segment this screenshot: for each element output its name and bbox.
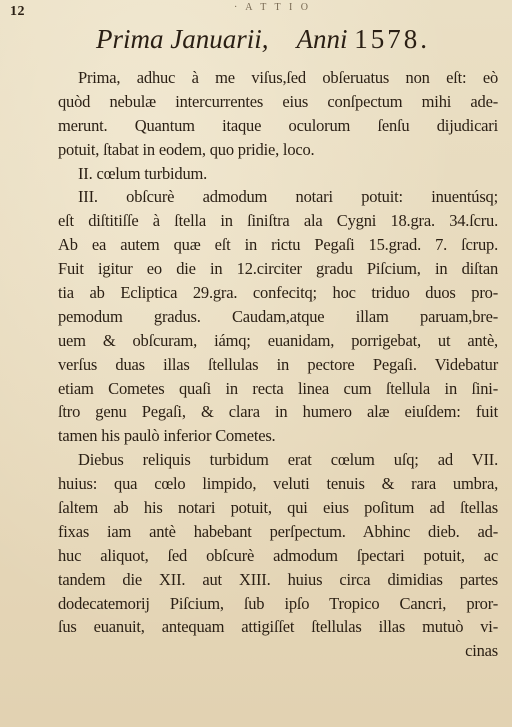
text-line: Prima, adhuc à me viſus,ſed obſeruatus non eſt: eò [78, 68, 498, 87]
text-line: huc aliquot, ſed obſcurè admodum ſpectari potuit, ac [58, 545, 498, 565]
text-line: tandem die XII. aut XIII. huius circa dimidias partes [58, 569, 498, 589]
text-line: tamen his paulò inferior Cometes. [58, 426, 276, 446]
text-line: II. cœlum turbidum. [78, 163, 208, 183]
text-line: pemodum gradus. Caudam,atque illam paruam,bre- [58, 306, 498, 326]
header-anni: Anni [296, 24, 348, 54]
text-line: tia ab Ecliptica 29.gra. confecitq; hoc triduo duos pro- [58, 283, 498, 303]
text-line: dodecatemorij Piſcium, ſub ipſo Tropico Cancri, pror- [58, 593, 498, 613]
text-line: eſt diſtitiſſe à ſtella in ſiniſtra ala Cygni 18.gra. 34.ſcru. [58, 211, 498, 231]
text-line: ſtro genu Pegaſi, & clara in humero alæ eiuſdem: fuit [58, 402, 498, 422]
text-line: Diebus reliquis turbidum erat cœlum uſq; ad VII. [78, 450, 498, 470]
text-line: Ab ea autem quæ eſt in rictu Pegaſi 15.grad. 7. ſcrup. [58, 235, 498, 255]
text-line: verſus duas illas ſtellulas in pectore Pegaſi. Videbatur [58, 354, 498, 374]
body-text [58, 66, 498, 663]
text-line: etiam Cometes quaſi in recta linea cum ſtellula in ſini- [58, 378, 498, 398]
text-line: ſus euanuit, antequam attigiſſet ſtellulas illas mutuò vi- [58, 617, 498, 637]
text-line: ſaltem ab his notari potuit, qui eius poſitum ad ſtellas [58, 498, 498, 518]
text-line: quòd nebulæ intercurrentes eius conſpectum mihi ade- [58, 91, 498, 111]
signature-mark: · A T T I O [234, 2, 311, 13]
text-line: III. obſcurè admodum notari potuit: inuentúsq; [78, 187, 498, 207]
header-title: Prima Januarii, [96, 24, 269, 54]
header-year: 1578. [354, 24, 430, 54]
text-line: huius: qua cœlo limpido, veluti tenuis & rara umbra, [58, 474, 498, 494]
text-line: merunt. Quantum itaque oculorum ſenſu dijudicari [58, 115, 498, 135]
running-head [0, 22, 512, 56]
text-line: Fuit igitur eo die in 12.circiter gradu Piſcium, in diſtan [58, 259, 498, 279]
page-number: 12 [10, 4, 25, 19]
catchword: cinas [465, 641, 498, 661]
text-line: uem & obſcuram, iámq; euanidam, porrigebat, ut antè, [58, 330, 498, 350]
text-line: potuit, ſtabat in eodem, quo pridie, loco. [58, 139, 315, 159]
text-line: fixas iam antè habebant perſpectum. Abhinc dieb. ad- [58, 521, 498, 541]
